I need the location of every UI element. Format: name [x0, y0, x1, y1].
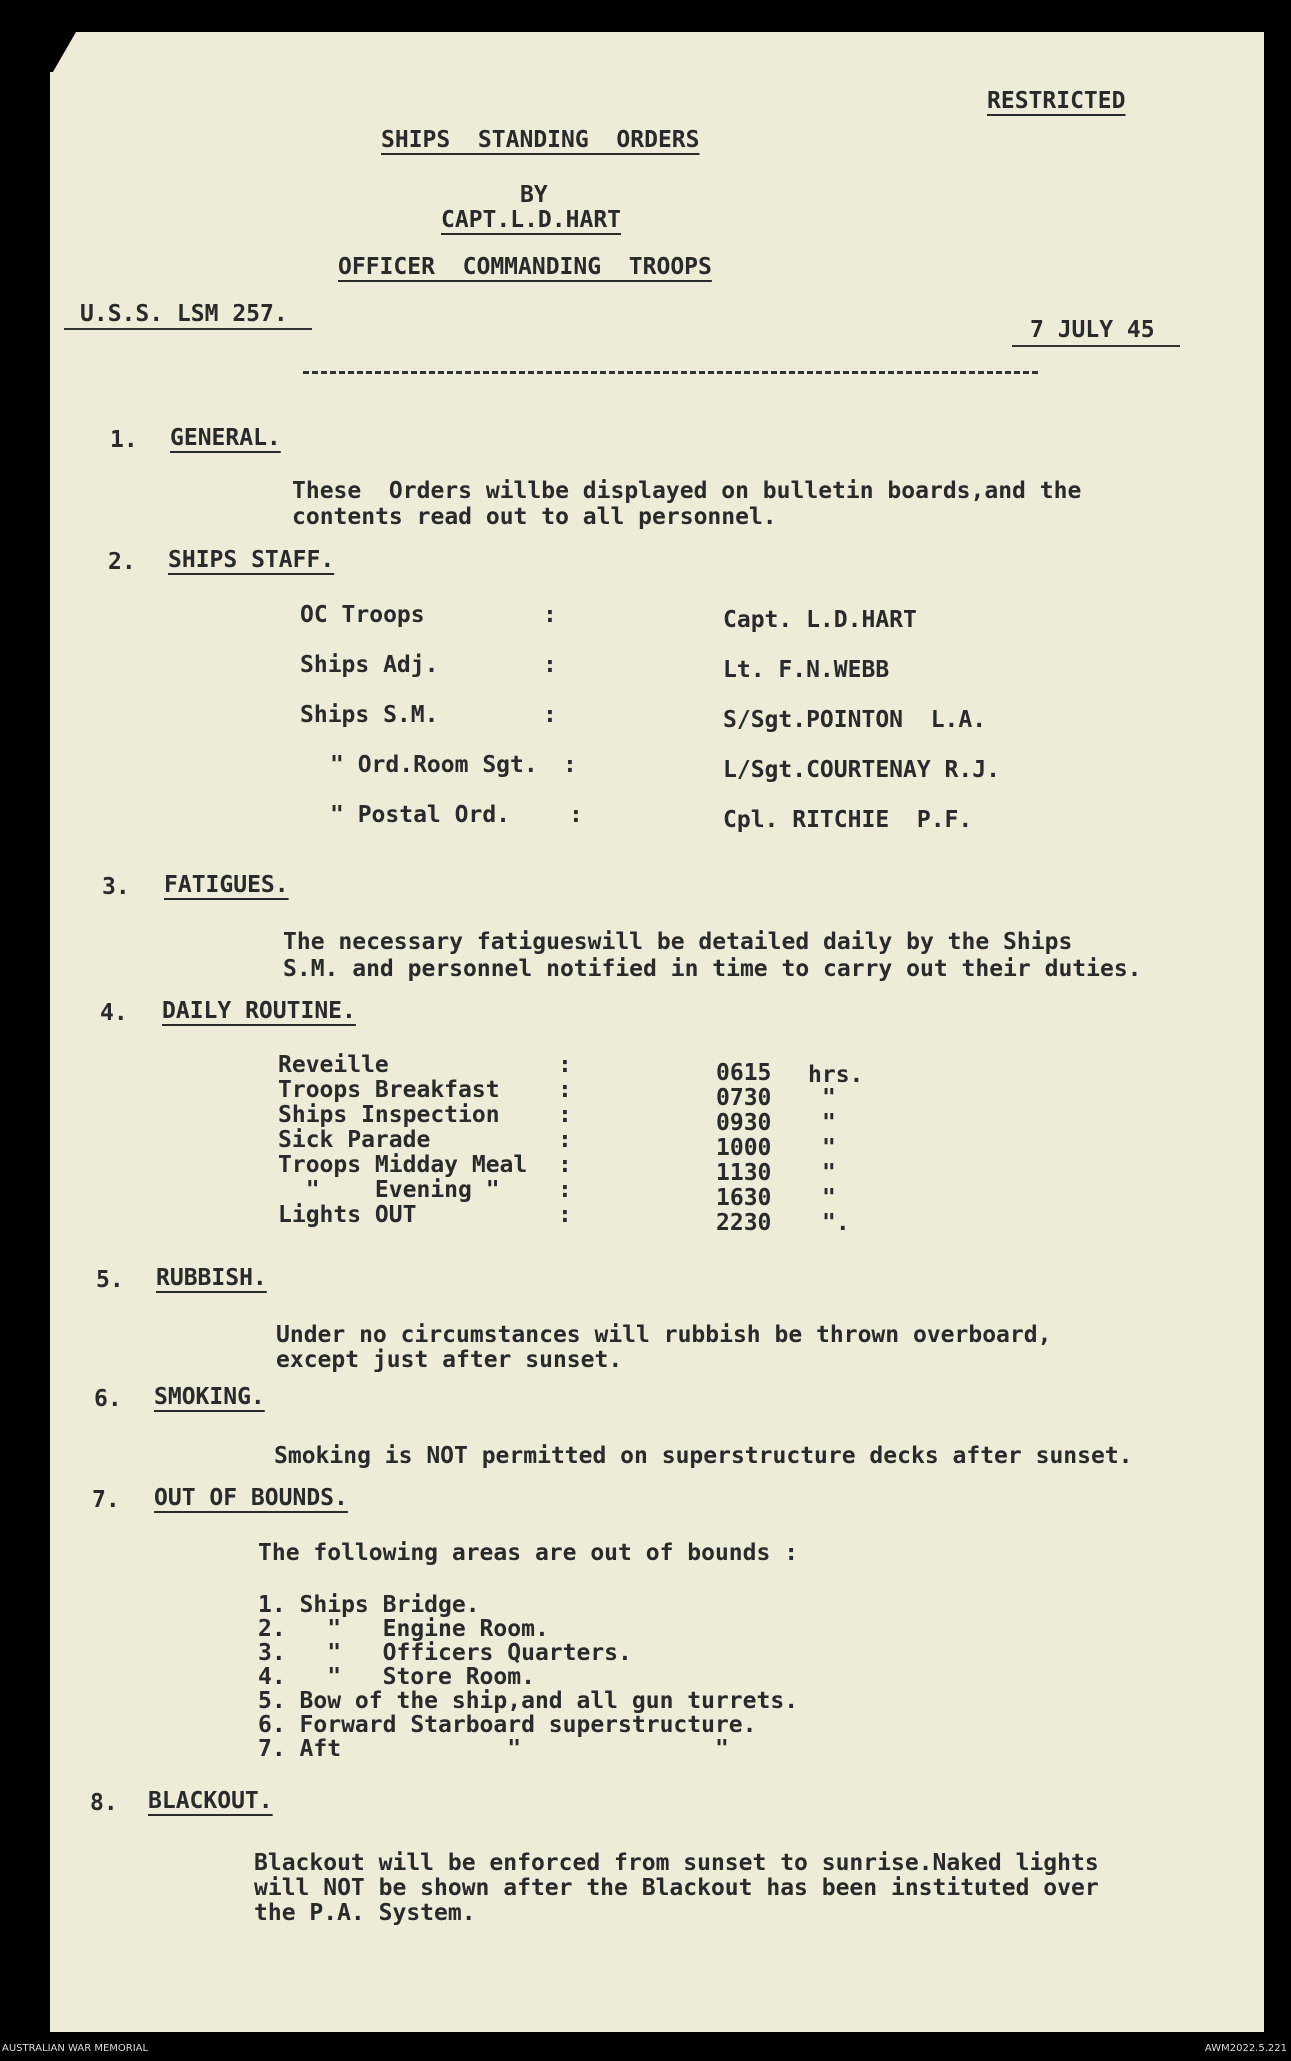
- fatigues-text-line: The necessary fatigueswill be detailed daily by the Ships: [283, 929, 1073, 955]
- section-number: 1.: [110, 427, 138, 453]
- date-underline: [1012, 345, 1180, 347]
- general-text-line: These Orders willbe displayed on bulletin boards,and the: [292, 478, 1082, 504]
- section-heading-daily-routine: DAILY ROUTINE.: [162, 998, 356, 1024]
- staff-name: L/Sgt.COURTENAY R.J.: [723, 757, 1000, 783]
- fatigues-text-line: S.M. and personnel notified in time to carry out their duties.: [283, 956, 1142, 982]
- list-item: 3. " Officers Quarters.: [258, 1640, 632, 1666]
- routine-time: 0730: [716, 1085, 772, 1111]
- section-heading-general: GENERAL.: [170, 425, 281, 451]
- staff-name: Cpl. RITCHIE P.F.: [723, 807, 973, 833]
- document-title: SHIPS STANDING ORDERS: [381, 127, 700, 153]
- routine-time: 1000: [716, 1135, 772, 1161]
- routine-separator: :: [558, 1102, 572, 1128]
- classification-label: RESTRICTED: [987, 88, 1126, 114]
- list-item: 6. Forward Starboard superstructure.: [258, 1712, 757, 1738]
- routine-separator: :: [558, 1202, 572, 1228]
- smoking-text-line: Smoking is NOT permitted on superstructure decks after sunset.: [274, 1443, 1133, 1469]
- list-item: 1. Ships Bridge.: [258, 1592, 480, 1618]
- routine-unit: ".: [822, 1210, 850, 1236]
- section-heading-blackout: BLACKOUT.: [148, 1788, 273, 1814]
- list-item: 5. Bow of the ship,and all gun turrets.: [258, 1688, 799, 1714]
- separator-dashes: [303, 371, 1038, 374]
- section-number: 6.: [94, 1386, 122, 1412]
- section-number: 5.: [96, 1267, 124, 1293]
- section-number: 8.: [90, 1790, 118, 1816]
- routine-unit: ": [822, 1085, 836, 1111]
- ship-underline: [64, 328, 312, 330]
- list-item: 4. " Store Room.: [258, 1664, 535, 1690]
- routine-time: 1130: [716, 1160, 772, 1186]
- section-number: 4.: [100, 1000, 128, 1026]
- blackout-text-line: Blackout will be enforced from sunset to sunrise.Naked lights: [254, 1850, 1099, 1876]
- routine-item: Sick Parade: [278, 1127, 431, 1153]
- section-heading-out-of-bounds: OUT OF BOUNDS.: [154, 1485, 348, 1511]
- staff-separator: :: [543, 602, 557, 628]
- staff-separator: :: [563, 752, 577, 778]
- staff-role: Ships Adj.: [300, 652, 439, 678]
- section-heading-smoking: SMOKING.: [154, 1384, 265, 1410]
- routine-unit: ": [822, 1160, 836, 1186]
- routine-unit: ": [822, 1110, 836, 1136]
- staff-name: Capt. L.D.HART: [723, 607, 917, 633]
- footer-archive-label: AUSTRALIAN WAR MEMORIAL: [2, 2043, 149, 2054]
- staff-name: S/Sgt.POINTON L.A.: [723, 707, 987, 733]
- staff-role: " Ord.Room Sgt.: [330, 752, 538, 778]
- routine-separator: :: [558, 1127, 572, 1153]
- routine-unit: ": [822, 1135, 836, 1161]
- list-item: 2. " Engine Room.: [258, 1616, 549, 1642]
- section-number: 7.: [92, 1487, 120, 1513]
- document-page: [50, 32, 1264, 2032]
- routine-item: Reveille: [278, 1052, 389, 1078]
- section-heading-ships-staff: SHIPS STAFF.: [168, 547, 335, 573]
- staff-separator: :: [569, 802, 583, 828]
- document-date: 7 JULY 45: [1030, 317, 1155, 343]
- routine-time: 0615: [716, 1060, 772, 1086]
- blackout-text-line: will NOT be shown after the Blackout has been instituted over: [254, 1875, 1099, 1901]
- routine-time: 1630: [716, 1185, 772, 1211]
- author-name: CAPT.L.D.HART: [441, 207, 622, 233]
- routine-separator: :: [558, 1152, 572, 1178]
- blackout-text-line: the P.A. System.: [254, 1900, 476, 1926]
- section-number: 2.: [108, 549, 136, 575]
- footer-reference-number: AWM2022.5.221: [1204, 2043, 1287, 2054]
- staff-role: OC Troops: [300, 602, 425, 628]
- staff-role: Ships S.M.: [300, 702, 439, 728]
- section-number: 3.: [102, 874, 130, 900]
- routine-item: Lights OUT: [278, 1202, 417, 1228]
- routine-item: Troops Midday Meal: [278, 1152, 528, 1178]
- routine-time: 0930: [716, 1110, 772, 1136]
- staff-separator: :: [543, 702, 557, 728]
- general-text-line: contents read out to all personnel.: [292, 504, 777, 530]
- routine-unit: hrs.: [808, 1062, 864, 1088]
- routine-time: 2230: [716, 1210, 772, 1236]
- out-of-bounds-intro: The following areas are out of bounds :: [258, 1540, 799, 1566]
- routine-item: Ships Inspection: [278, 1102, 500, 1128]
- staff-role: " Postal Ord.: [330, 802, 511, 828]
- list-item: 7. Aft " ": [258, 1736, 729, 1762]
- author-role: OFFICER COMMANDING TROOPS: [338, 254, 712, 280]
- routine-unit: ": [822, 1185, 836, 1211]
- by-label: BY: [520, 182, 548, 208]
- routine-separator: :: [558, 1052, 572, 1078]
- section-heading-fatigues: FATIGUES.: [164, 872, 289, 898]
- ship-designation: U.S.S. LSM 257.: [80, 301, 288, 327]
- rubbish-text-line: except just after sunset.: [276, 1347, 623, 1373]
- routine-item: " Evening ": [278, 1177, 500, 1203]
- routine-separator: :: [558, 1177, 572, 1203]
- section-heading-rubbish: RUBBISH.: [156, 1265, 267, 1291]
- staff-name: Lt. F.N.WEBB: [723, 657, 890, 683]
- routine-item: Troops Breakfast: [278, 1077, 500, 1103]
- staff-separator: :: [543, 652, 557, 678]
- routine-separator: :: [558, 1077, 572, 1103]
- rubbish-text-line: Under no circumstances will rubbish be thrown overboard,: [276, 1322, 1052, 1348]
